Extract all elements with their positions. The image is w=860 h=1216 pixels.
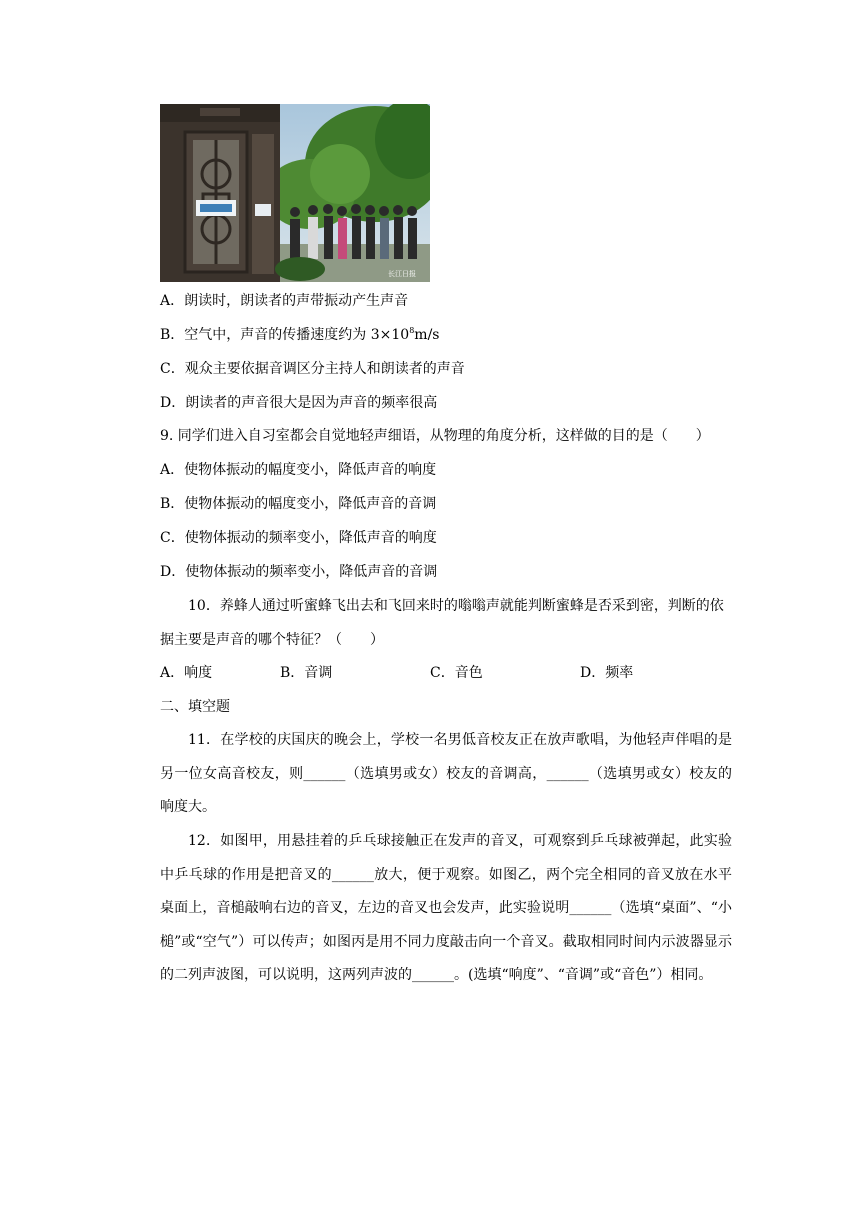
q10-option-a: A．响度 bbox=[160, 665, 213, 681]
q9-option-a: A．使物体振动的幅度变小，降低声音的响度 bbox=[160, 462, 437, 478]
q12-text: 12．如图甲，用悬挂着的乒乓球接触正在发声的音叉，可观察到乒乓球被弹起，此实验中乒乓球的作用是把音叉的______放大，便于观察。如图乙，两个完全相同的音叉放在水平桌面上，音槌敲响右边的音叉，左边的音叉也会发声，此实验说明______（选填“桌面”、“小槌”或“空气”）可以传声；如图丙是用不同力度敲击向一个音叉。截取相同时间内示波器显示的二列声波图，可以说明，这两列声波的______。(选填“响度”、“音调”或“音色”）相同。 bbox=[160, 833, 732, 983]
q10-option-c: C．音色 bbox=[430, 665, 483, 681]
q11-text: 11．在学校的庆国庆的晚会上，学校一名男低音校友正在放声歌唱，为他轻声伴唱的是另一位女高音校友，则______（选填男或女）校友的音调高，______（选填男或女）校友的响度大。 bbox=[160, 732, 732, 815]
q8-option-b-text: B．空气中，声音的传播速度约为 3×10 bbox=[160, 327, 410, 343]
q10-option-d: D．频率 bbox=[580, 665, 634, 681]
photo-illustration bbox=[160, 104, 430, 282]
q9-stem: 9. 同学们进入自习室都会自觉地轻声细语，从物理的角度分析，这样做的目的是（ ） bbox=[160, 428, 710, 444]
reading-booth-photo bbox=[160, 104, 430, 282]
q8-option-b bbox=[160, 325, 439, 345]
q9-option-c: C．使物体振动的频率变小，降低声音的响度 bbox=[160, 530, 437, 546]
q10-stem-line2: 据主要是声音的哪个特征？（ ） bbox=[160, 632, 384, 648]
q9-option-b: B．使物体振动的幅度变小，降低声音的音调 bbox=[160, 496, 437, 512]
q10-option-b: B．音调 bbox=[280, 665, 333, 681]
photo-watermark: 长江日报 bbox=[388, 270, 416, 278]
q8-option-a: A．朗读时，朗读者的声带振动产生声音 bbox=[160, 293, 409, 309]
q8-option-b-exponent: 8 bbox=[409, 326, 415, 335]
q10-stem-line1: 10．养蜂人通过听蜜蜂飞出去和飞回来时的嗡嗡声就能判断蜜蜂是否采到密，判断的依 bbox=[188, 598, 724, 614]
q9-option-d: D．使物体振动的频率变小，降低声音的音调 bbox=[160, 564, 438, 580]
q8-option-b-unit: m/s bbox=[414, 327, 440, 343]
q8-option-d: D．朗读者的声音很大是因为声音的频率很高 bbox=[160, 395, 438, 411]
q8-option-c: C．观众主要依据音调区分主持人和朗读者的声音 bbox=[160, 361, 465, 377]
section-title: 二、填空题 bbox=[160, 699, 230, 715]
